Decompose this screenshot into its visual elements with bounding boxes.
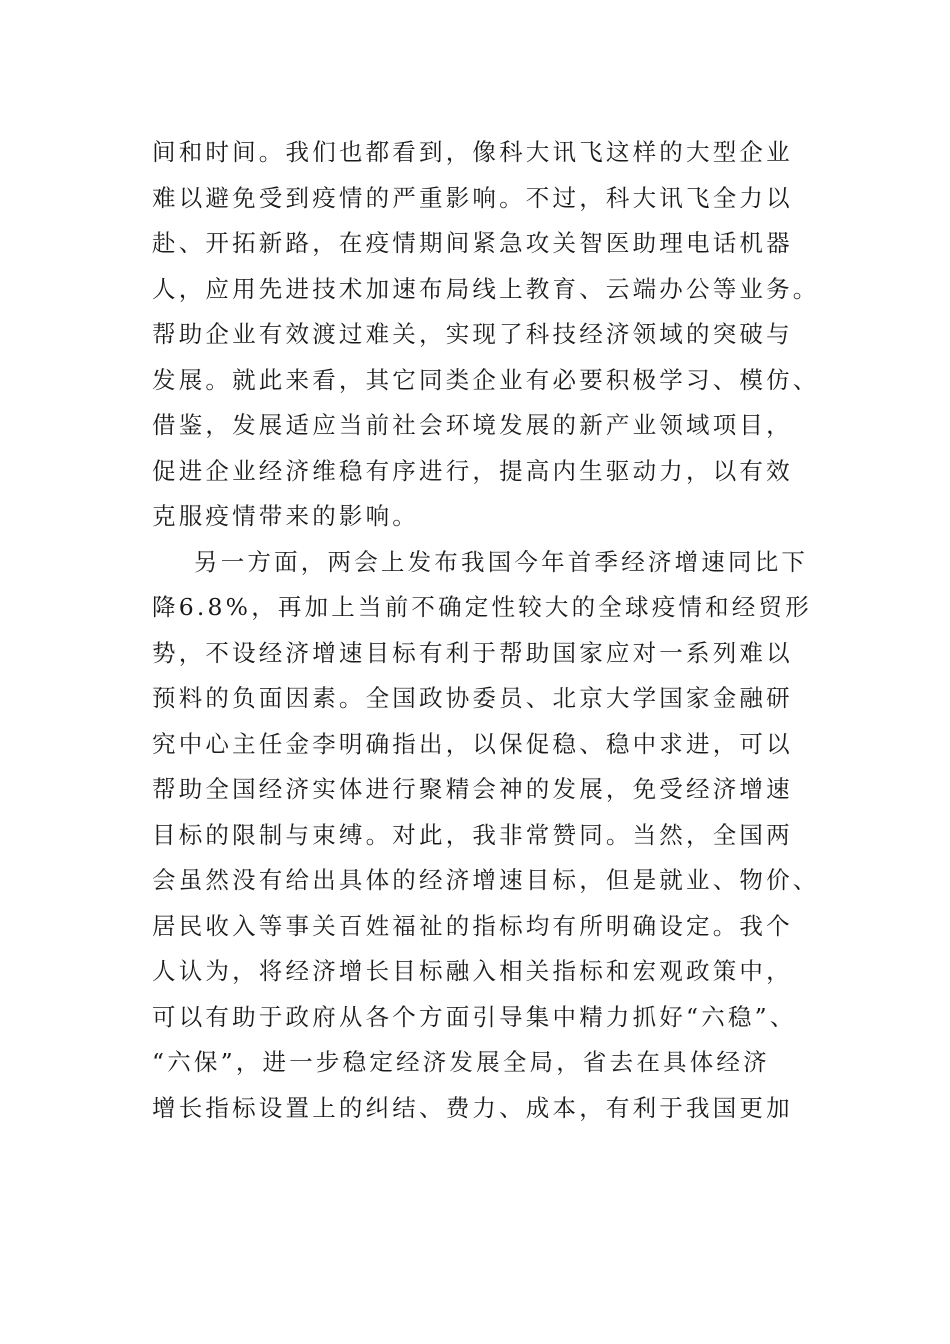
- paragraph-start-line: 另一方面，两会上发布我国今年首季经济增速同比下: [194, 547, 809, 576]
- text-line: 人认为，将经济增长目标融入相关指标和宏观政策中，: [152, 957, 793, 985]
- text-line: “六保”，进一步稳定经济发展全局，省去在具体经济: [152, 1048, 770, 1076]
- body-text: [152, 130, 820, 1131]
- text-line: 居民收入等事关百姓福祉的指标均有所明确设定。我个: [152, 911, 793, 940]
- text-line: 难以避免受到疫情的严重影响。不过，科大讯飞全力以: [152, 183, 793, 212]
- text-line: 间和时间。我们也都看到，像科大讯飞这样的大型企业: [152, 138, 793, 166]
- text-line: 帮助全国经济实体进行聚精会神的发展，免受经济增速: [152, 775, 793, 803]
- text-line: 可以有助于政府从各个方面引导集中精力抓好“六稳”、: [152, 1002, 797, 1031]
- text-line: 目标的限制与束缚。对此，我非常赞同。当然，全国两: [152, 820, 793, 849]
- text-line: 借鉴，发展适应当前社会环境发展的新产业领域项目，: [152, 411, 793, 439]
- text-line: 增长指标设置上的纠结、费力、成本，有利于我国更加: [152, 1093, 793, 1122]
- text-line: 会虽然没有给出具体的经济增速目标，但是就业、物价、: [152, 866, 820, 894]
- text-line: 预料的负面因素。全国政协委员、北京大学国家金融研: [152, 684, 793, 712]
- text-line: 克服疫情带来的影响。: [152, 502, 419, 530]
- text-line: 人，应用先进技术加速布局线上教育、云端办公等业务。: [152, 274, 820, 303]
- text-line: 赴、开拓新路，在疫情期间紧急攻关智医助理电话机器: [152, 229, 793, 257]
- text-line: 势，不设经济增速目标有利于帮助国家应对一系列难以: [152, 638, 793, 667]
- text-line: 促进企业经济维稳有序进行，提高内生驱动力，以有效: [152, 456, 793, 485]
- text-line: 降6.8%，再加上当前不确定性较大的全球疫情和经贸形: [152, 593, 812, 621]
- text-line: 帮助企业有效渡过难关，实现了科技经济领域的突破与: [152, 320, 793, 348]
- text-line: 发展。就此来看，其它同类企业有必要积极学习、模仿、: [152, 365, 820, 394]
- text-line: 究中心主任金李明确指出，以保促稳、稳中求进，可以: [152, 729, 793, 758]
